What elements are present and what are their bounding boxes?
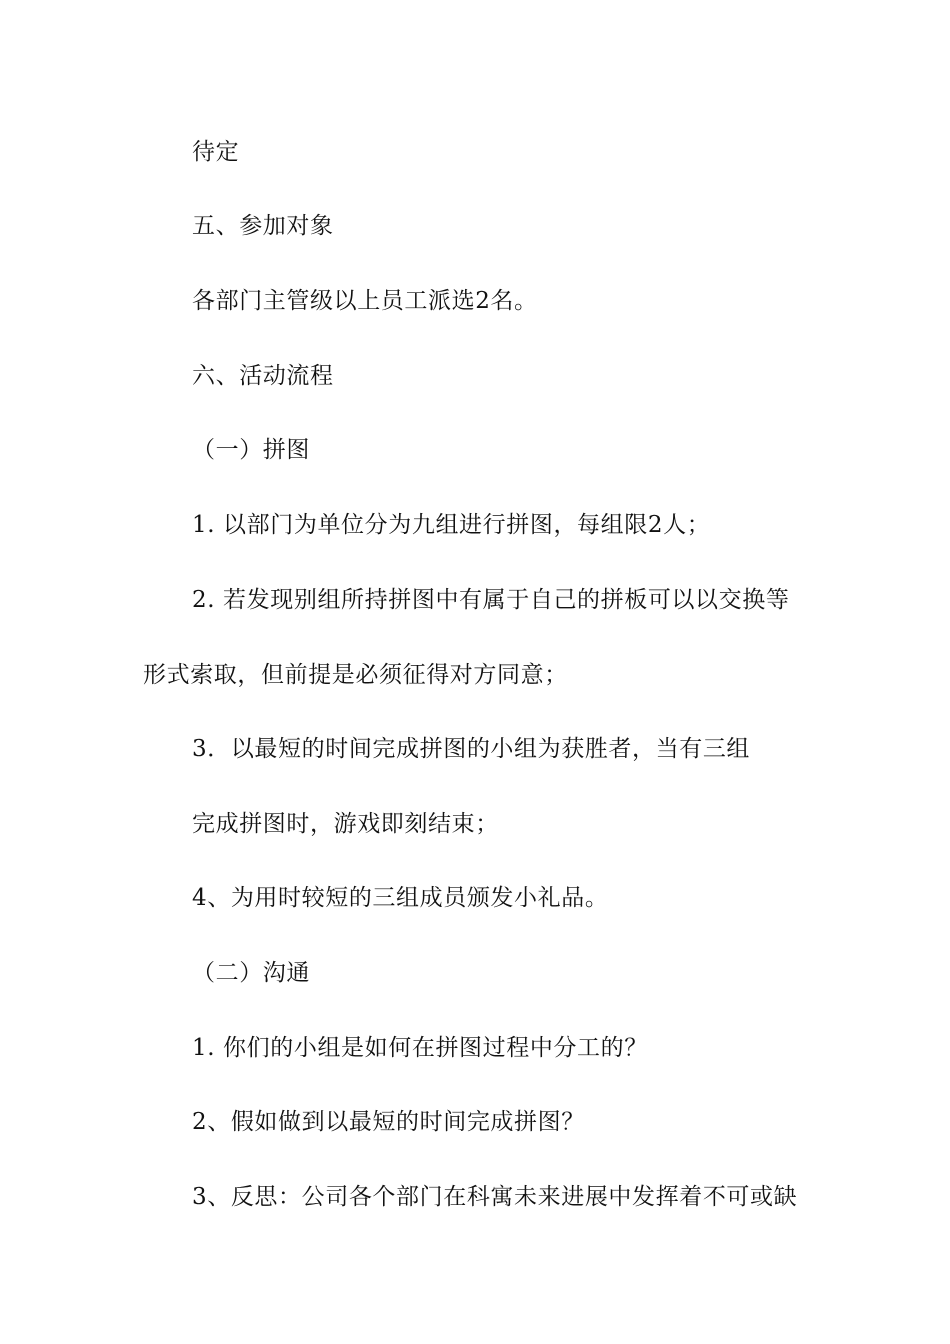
list-item-puzzle-3-continued: 完成拼图时，游戏即刻结束； — [192, 811, 499, 837]
subheading-communication: （二）沟通 — [192, 960, 310, 986]
list-item-puzzle-4: 4、为用时较短的三组成员颁发小礼品。 — [192, 885, 609, 911]
list-item-communication-1: 1. 你们的小组是如何在拼图过程中分工的？ — [192, 1035, 648, 1061]
list-item-puzzle-2: 2. 若发现别组所持拼图中有属于自己的拼板可以以交换等 — [192, 587, 790, 613]
list-item-puzzle-1: 1. 以部门为单位分为九组进行拼图，每组限2人； — [192, 512, 711, 538]
heading-participants: 五、参加对象 — [192, 213, 334, 239]
paragraph-participants: 各部门主管级以上员工派选2名。 — [192, 288, 538, 314]
heading-activity-flow: 六、活动流程 — [192, 363, 334, 389]
list-item-communication-3: 3、反思：公司各个部门在科寓未来进展中发挥着不可或缺 — [192, 1184, 798, 1210]
subheading-puzzle: （一）拼图 — [192, 437, 310, 463]
list-item-puzzle-3: 3．以最短的时间完成拼图的小组为获胜者，当有三组 — [192, 736, 751, 762]
list-item-puzzle-2-continued: 形式索取，但前提是必须征得对方同意； — [143, 662, 568, 688]
list-item-communication-2: 2、假如做到以最短的时间完成拼图？ — [192, 1109, 585, 1135]
paragraph-tbd: 待定 — [192, 139, 240, 165]
